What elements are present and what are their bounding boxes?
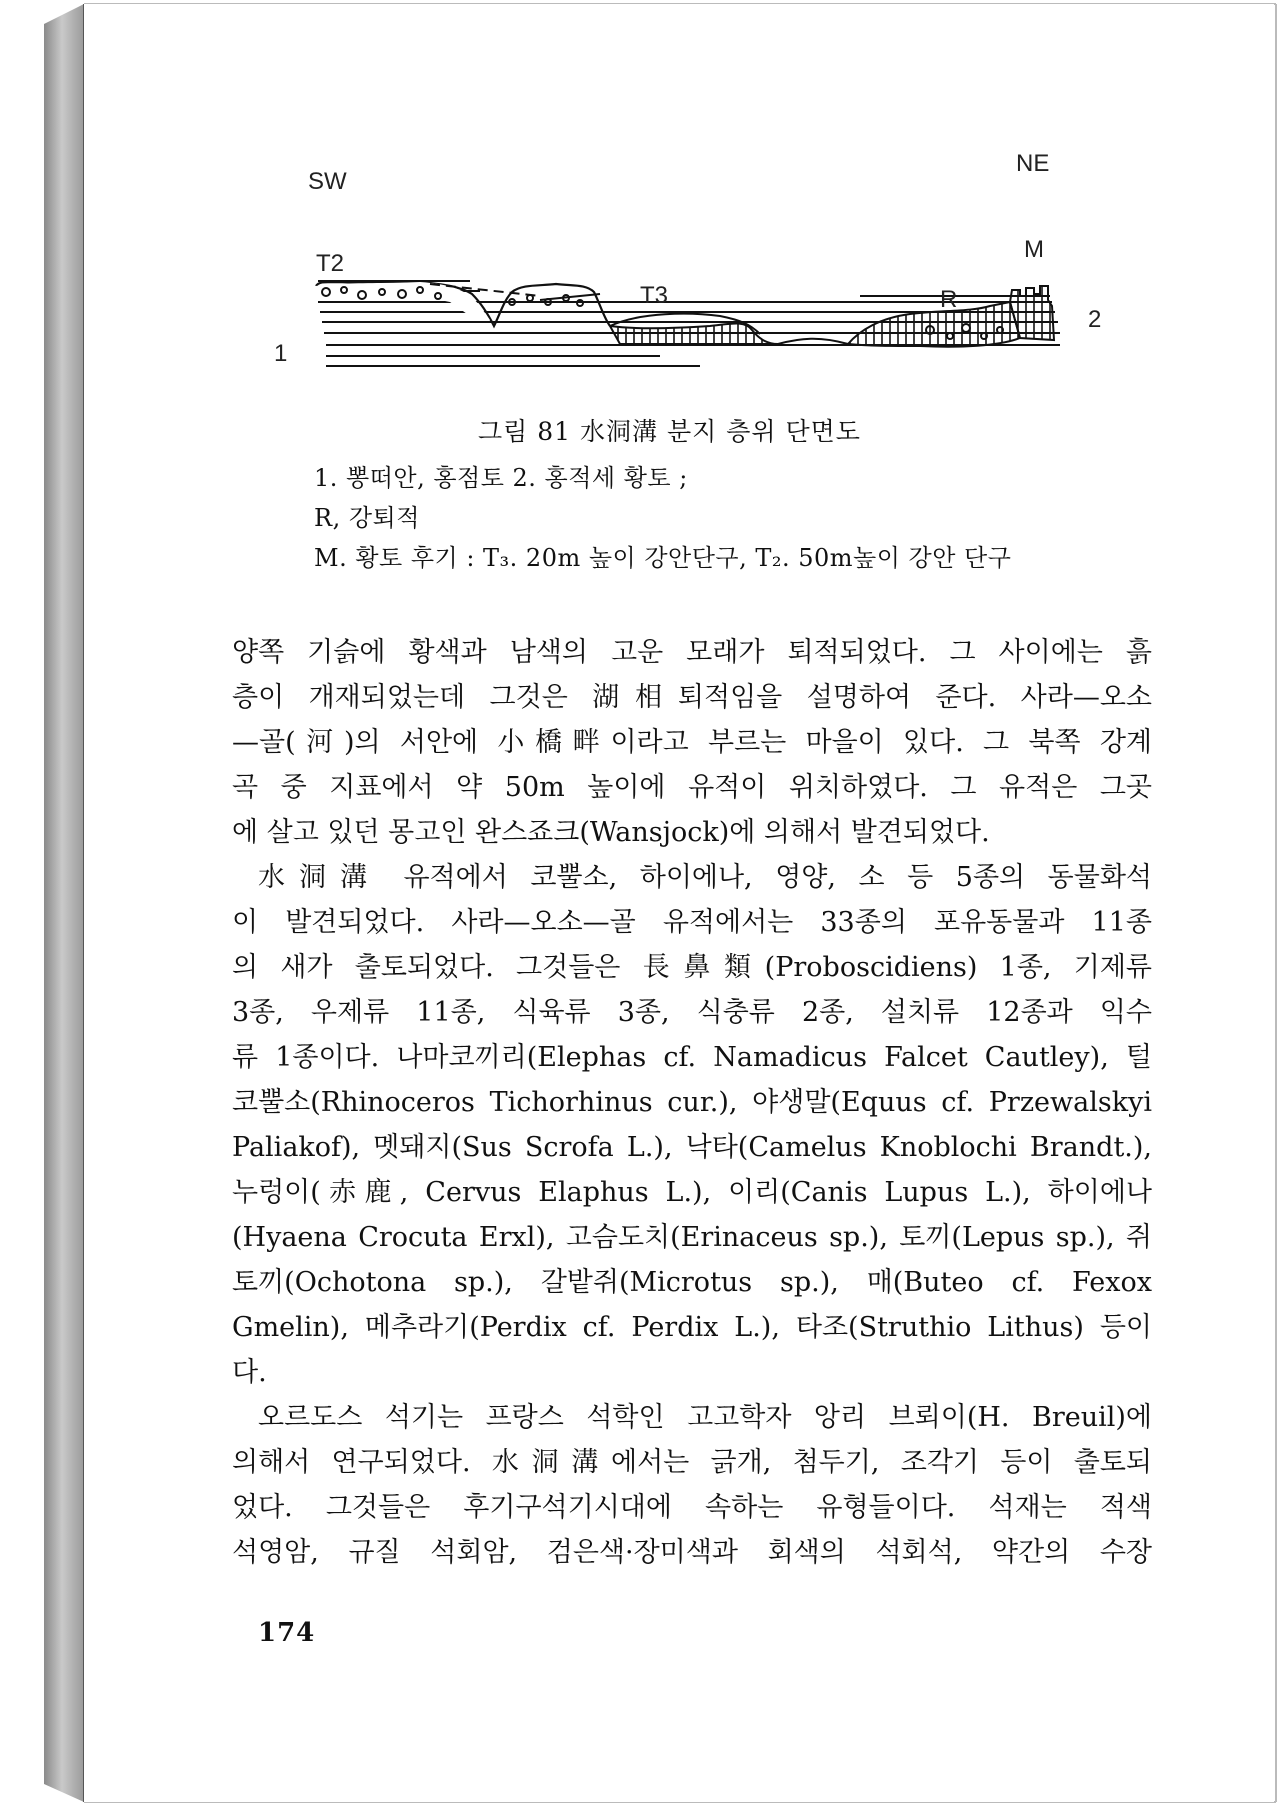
body-text: [232, 630, 1152, 1575]
figure-caption-line: M. 황토 후기 : T₃. 20m 높이 강안단구, T₂. 50m높이 강안 단구: [314, 544, 1012, 572]
text-line: —골(河)의 서안에 小橋畔이라고 부르는 마을이 있다. 그 북쪽 강계: [232, 727, 1152, 758]
text-line: 다.: [232, 1357, 267, 1388]
text-line: 3종, 우제류 11종, 식육류 3종, 식충류 2종, 설치류 12종과 익수: [232, 997, 1152, 1028]
text-line: 석영암, 규질 석회암, 검은색·장미색과 회색의 석회석, 약간의 수장: [232, 1537, 1152, 1568]
direction-label-sw: SW: [308, 168, 347, 195]
deposit-label-r: R: [940, 286, 958, 313]
text-line: 층이 개재되었는데 그것은 湖相퇴적임을 설명하여 준다. 사라—오소: [232, 682, 1152, 713]
t3-terrace-deposit: [610, 324, 778, 345]
river-deposit-r: [848, 302, 1020, 347]
figure-caption-line: R, 강퇴적: [314, 504, 420, 532]
text-line: 水洞溝 유적에서 코뿔소, 하이에나, 영양, 소 등 5종의 동물화석: [258, 862, 1152, 893]
terrace-label-t3: T3: [640, 282, 669, 309]
text-line: 이 발견되었다. 사라—오소—골 유적에서는 33종의 포유동물과 11종: [232, 907, 1152, 938]
direction-label-ne: NE: [1016, 150, 1050, 177]
text-line: Gmelin), 메추라기(Perdix cf. Perdix L.), 타조(Struthio Lithus) 등이: [232, 1312, 1152, 1343]
text-line: 에 살고 있던 몽고인 완스죠크(Wansjock)에 의해서 발견되었다.: [232, 817, 990, 848]
text-line: Paliakof), 멧돼지(Sus Scrofa L.), 낙타(Camelus Knoblochi Brandt.),: [232, 1132, 1152, 1163]
text-line: 의 새가 출토되었다. 그것들은 長鼻類(Proboscidiens) 1종, 기제류: [232, 952, 1152, 983]
deposit-label-m: M: [1024, 236, 1044, 263]
text-line: 류 1종이다. 나마코끼리(Elephas cf. Namadicus Falcet Cautley), 털: [232, 1042, 1152, 1073]
paragraph: [232, 855, 1152, 1395]
paragraph: [232, 630, 1152, 855]
text-line: 곡 중 지표에서 약 50m 높이에 유적이 위치하였다. 그 유적은 그곳: [232, 772, 1152, 803]
text-line: (Hyaena Crocuta Erxl), 고슴도치(Erinaceus sp.), 토끼(Lepus sp.), 쥐: [232, 1222, 1152, 1253]
text-line: 코뿔소(Rhinoceros Tichorhinus cur.), 야생말(Equus cf. Przewalskyi: [232, 1087, 1152, 1118]
text-line: 었다. 그것들은 후기구석기시대에 속하는 유형들이다. 석재는 적색: [232, 1492, 1152, 1523]
page-number: 174: [258, 1618, 316, 1648]
figure-caption-title: 그림 81 水洞溝 분지 층위 단면도: [478, 417, 861, 446]
terrace-label-t2: T2: [316, 250, 345, 277]
text-line: 의해서 연구되었다. 水洞溝에서는 긁개, 첨두기, 조각기 등이 출토되: [232, 1447, 1152, 1478]
text-line: 오르도스 석기는 프랑스 석학인 고고학자 앙리 브뢰이(H. Breuil)에: [258, 1402, 1152, 1433]
text-line: 토끼(Ochotona sp.), 갈밭쥐(Microtus sp.), 매(Buteo cf. Fexox: [232, 1267, 1152, 1298]
figure-caption-line: 1. 뽕떠안, 홍점토 2. 홍적세 황토 ;: [314, 464, 688, 492]
layer-label-2: 2: [1088, 306, 1102, 333]
text-line: 누렁이(赤鹿, Cervus Elaphus L.), 이리(Canis Lupus L.), 하이에나: [232, 1177, 1152, 1208]
layer-label-1: 1: [274, 340, 288, 367]
cross-section-figure: [0, 0, 1283, 400]
paragraph: [232, 1395, 1152, 1575]
text-line: 양쪽 기슭에 황색과 남색의 고운 모래가 퇴적되었다. 그 사이에는 흙: [232, 637, 1152, 668]
